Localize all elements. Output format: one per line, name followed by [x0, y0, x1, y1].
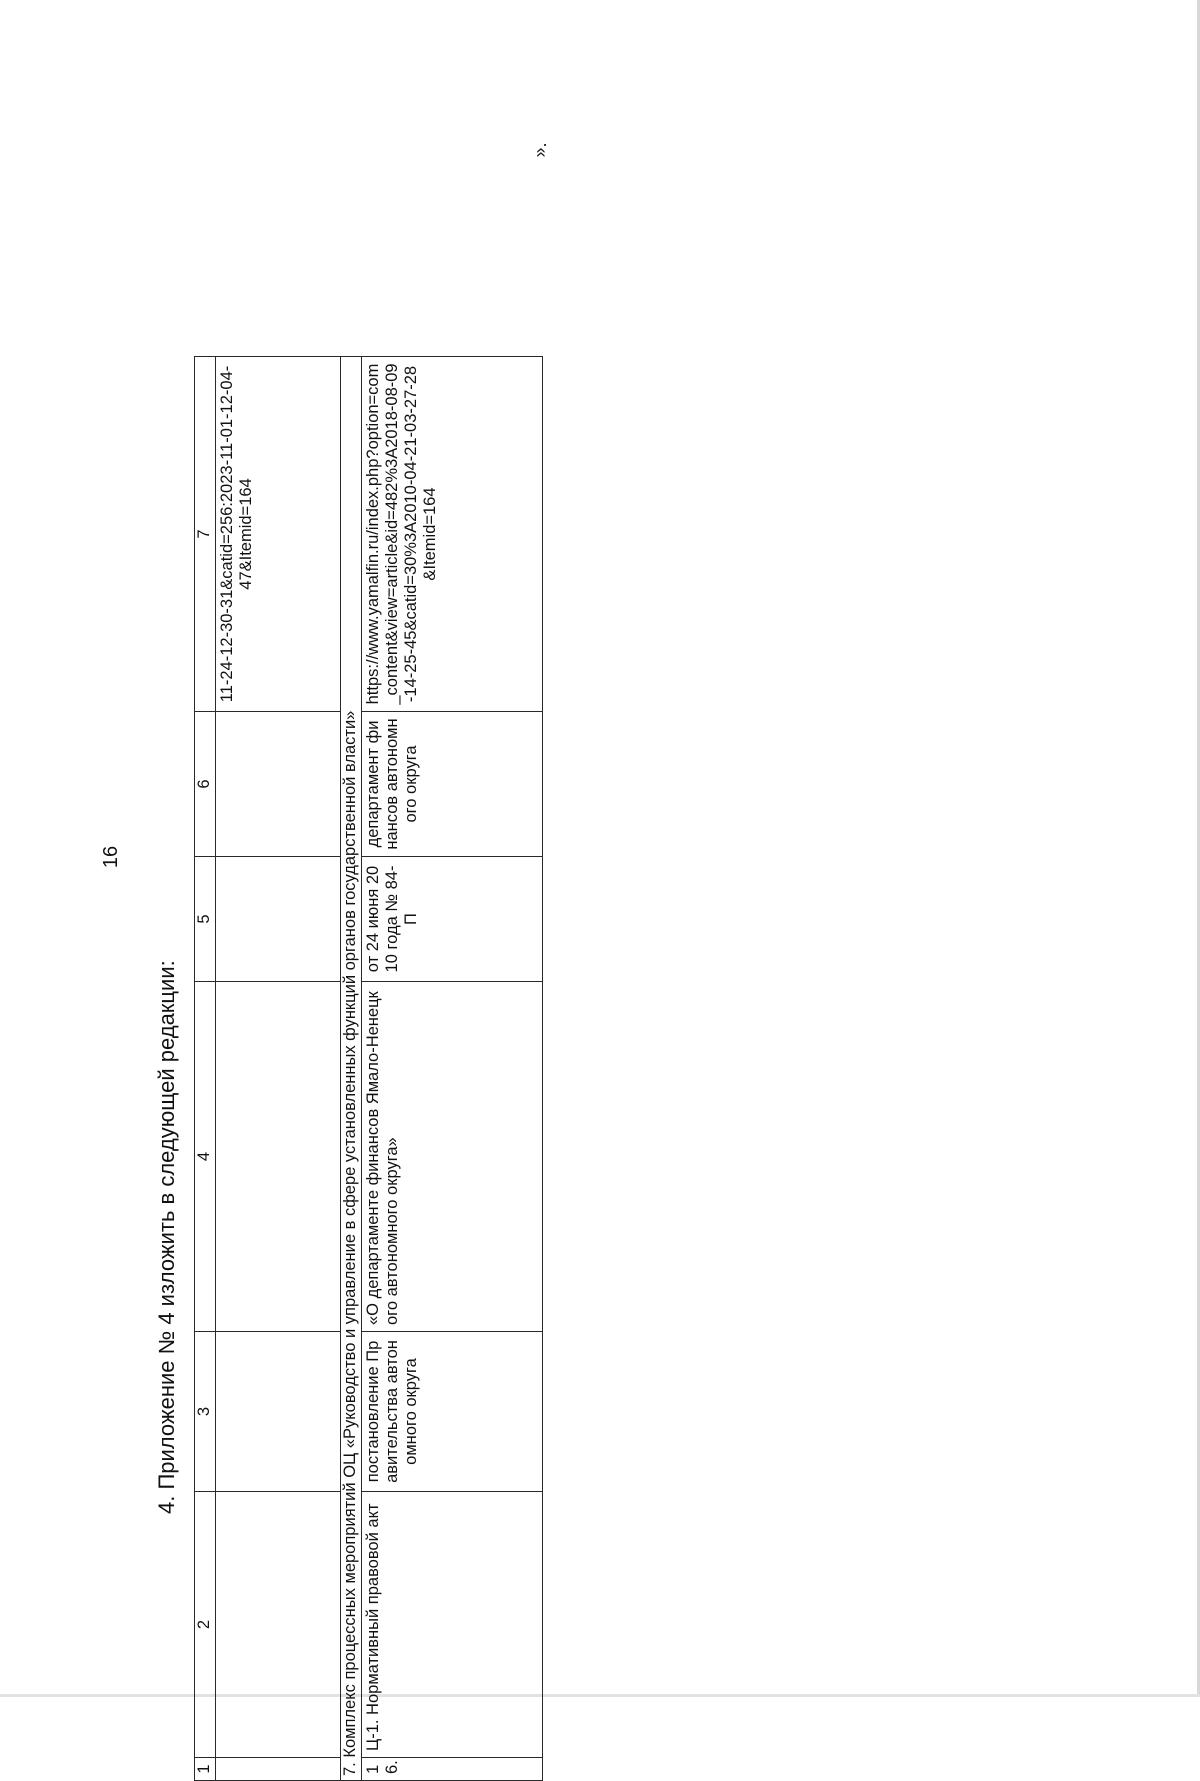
header-cell: 3 — [195, 1332, 216, 1492]
document-table-container — [194, 357, 524, 1781]
section-title: 7. Комплекс процессных мероприятий ОЦ «Руководство и управление в сфере установленных функций органов государственной власти» — [341, 357, 362, 1781]
table-cell — [216, 982, 341, 1332]
table-cell — [216, 712, 341, 857]
item-name: Ц-1. Нормативный правовой акт — [362, 1492, 543, 1758]
closing-quote-mark: ». — [530, 142, 550, 158]
table-cell — [216, 1332, 341, 1492]
appendix-instruction: 4. Приложение № 4 изложить в следующей редакции: — [154, 960, 179, 1514]
item-title: «О департаменте финансов Ямало-Ненецкого автономного округа» — [362, 982, 543, 1332]
header-cell: 1 — [195, 1758, 216, 1781]
table-cell — [216, 857, 341, 982]
link-cell: 11-24-12-30-31&catid=256:2023-11-01-12-04-47&Itemid=164 — [216, 357, 341, 712]
section-row — [341, 357, 362, 1781]
header-cell: 7 — [195, 357, 216, 712]
header-cell: 2 — [195, 1492, 216, 1758]
table-row — [362, 357, 543, 1781]
document-table — [194, 356, 543, 1781]
table-cell — [216, 1758, 341, 1781]
header-cell: 4 — [195, 982, 216, 1332]
header-cell: 6 — [195, 712, 216, 857]
item-link: https://www.yamalfin.ru/index.php?option=com_content&view=article&id=482%3A2018-08-09-14-25-45&catid=30%3A2010-04-21-03-27-28&Itemid=164 — [362, 357, 543, 712]
item-date: от 24 июня 2010 года № 84-П — [362, 857, 543, 982]
item-number: 16. — [362, 1758, 543, 1781]
table-row — [216, 357, 341, 1781]
header-cell: 5 — [195, 857, 216, 982]
table-cell — [216, 1492, 341, 1758]
item-type: постановление Правительства автономного округа — [362, 1332, 543, 1492]
page-number: 16 — [100, 845, 122, 869]
item-authority: департамент финансов автономного округа — [362, 712, 543, 857]
scan-edge-bottom — [0, 1694, 1200, 1697]
table-header-row — [195, 357, 216, 1781]
